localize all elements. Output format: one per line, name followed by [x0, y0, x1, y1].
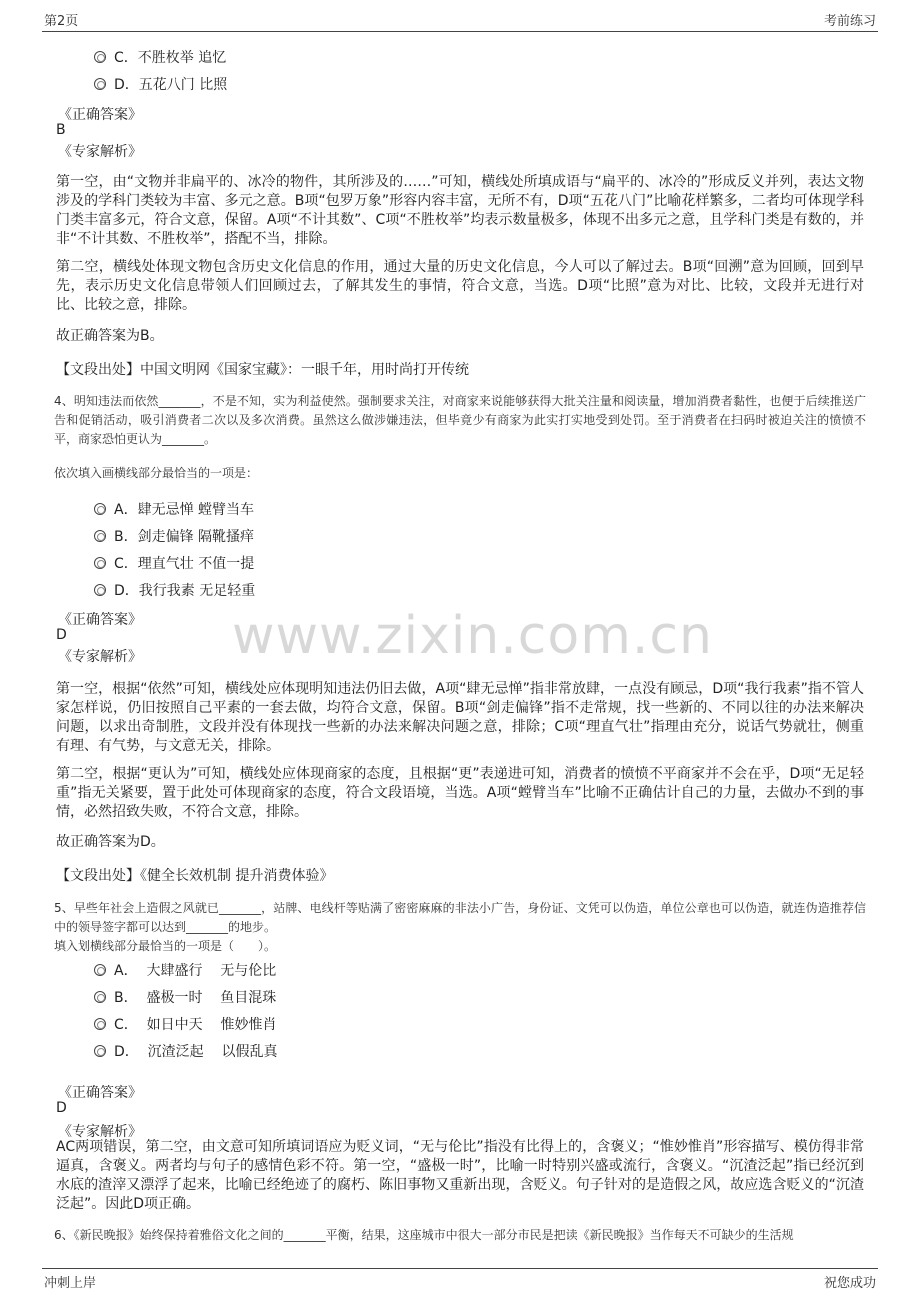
- answer-label: 《正确答案》: [58, 107, 142, 123]
- question-prompt: 填入划横线部分最恰当的一项是（ ）。: [54, 939, 277, 953]
- radio-icon[interactable]: [94, 557, 106, 569]
- answer-value: D: [56, 1100, 67, 1116]
- analysis-label: 《专家解析》: [58, 1124, 142, 1140]
- option-d[interactable]: D．我行我素 无足轻重: [94, 580, 255, 600]
- header-title: 考前练习: [823, 14, 876, 29]
- analysis-paragraph: 第一空，由“文物并非扁平的、冰冷的物件，其所涉及的……”可知，横线处所填成语与“扁平的、冰冷的”形成反义并列，表达文物涉及的学科门类较为丰富、多元之意。B项“包罗万象”形容内容丰富，无所不有，D项“五花八门”比喻花样繁多，二者均可体现学科门类丰富多元，符合文意，保留。A项“不计其数”、C项“不胜枚举”均表示数量极多，体现不出多元之意，且学科门类是有数的，并非“不计其数、不胜枚举”，搭配不当，排除。: [56, 174, 864, 247]
- option-b[interactable]: B． 盛极一时 鱼目混珠: [94, 987, 276, 1007]
- source-citation: 【文段出处】中国文明网《国家宝藏》：一眼千年，用时尚打开传统: [56, 362, 469, 378]
- footer-left-text: 冲刺上岸: [44, 1276, 97, 1291]
- option-a[interactable]: A．肆无忌惮 螳臂当车: [94, 499, 254, 519]
- radio-icon[interactable]: [94, 51, 106, 63]
- source-citation: 【文段出处】《健全长效机制 提升消费体验》: [56, 868, 334, 884]
- radio-icon[interactable]: [94, 78, 106, 90]
- question-prompt: 依次填入画横线部分最恰当的一项是：: [54, 466, 259, 480]
- analysis-label: 《专家解析》: [58, 144, 142, 160]
- answer-label: 《正确答案》: [58, 1085, 142, 1101]
- conclusion: 故正确答案为D。: [56, 834, 165, 850]
- option-d[interactable]: D．五花八门 比照: [94, 74, 227, 94]
- radio-icon[interactable]: [94, 1018, 106, 1030]
- analysis-paragraph: 第一空，根据“依然”可知，横线处应体现明知违法仍旧去做，A项“肆无忌惮”指非常放肆，一点没有顾忌，D项“我行我素”指不管人家怎样说，仍旧按照自己平素的一套去做，均符合文意，保留。B项“剑走偏锋”指不走常规，找一些新的、不同以往的办法来解决问题，以求出奇制胜，文段并没有体现找一些新的办法来解决问题之意，排除；C项“理直气壮”指理由充分，说话气势就壮，侧重有理、有气势，与文意无关，排除。: [56, 681, 864, 754]
- radio-icon[interactable]: [94, 584, 106, 596]
- radio-icon[interactable]: [94, 1045, 106, 1057]
- option-d[interactable]: D． 沉渣泛起 以假乱真: [94, 1041, 277, 1061]
- question-text: 5、早些年社会上造假之风就已_______，站牌、电线杆等贴满了密密麻麻的非法小广告，身份证、文凭可以伪造，单位公章也可以伪造，就连伪造推荐信中的领导签字都可以达到_______的地步。: [54, 901, 866, 934]
- analysis-label: 《专家解析》: [58, 649, 142, 665]
- footer-right-text: 祝您成功: [823, 1276, 876, 1291]
- radio-icon[interactable]: [94, 964, 106, 976]
- header-divider: [42, 31, 878, 32]
- page-number: 第2页: [44, 14, 79, 29]
- conclusion: 故正确答案为B。: [56, 328, 164, 344]
- radio-icon[interactable]: [94, 503, 106, 515]
- answer-value: B: [56, 122, 66, 138]
- answer-label: 《正确答案》: [58, 612, 142, 628]
- option-a[interactable]: A． 大肆盛行 无与伦比: [94, 960, 276, 980]
- radio-icon[interactable]: [94, 991, 106, 1003]
- analysis-paragraph: 第二空，横线处体现文物包含历史文化信息的作用，通过大量的历史文化信息，今人可以了解过去。B项“回溯”意为回顾，回到早先，表示历史文化信息带领人们回顾过去，了解其发生的事情，符合文意，当选。D项“比照”意为对比、比较，文段并无进行对比、比较之意，排除。: [56, 259, 864, 313]
- question-text: 6、《新民晚报》始终保持着雅俗文化之间的_______平衡，结果，这座城市中很大一部分市民是把读《新民晚报》当作每天不可缺少的生活规: [54, 1228, 794, 1242]
- analysis-paragraph: AC两项错误，第二空，由文意可知所填词语应为贬义词，“无与伦比”指没有比得上的，含褒义；“惟妙惟肖”形容描写、模仿得非常逼真，含褒义。两者均与句子的感情色彩不符。第一空，“盛极一时”，比喻一时特别兴盛或流行，含褒义。“沉渣泛起”指已经沉到水底的渣滓又漂浮了起来，比喻已经绝迹了的腐朽、陈旧事物又重新出现，含贬义。句子针对的是造假之风，故应选含贬义的“沉渣泛起”。因此D项正确。: [56, 1139, 864, 1212]
- answer-value: D: [56, 627, 67, 643]
- option-b[interactable]: B．剑走偏锋 隔靴搔痒: [94, 526, 254, 546]
- option-c[interactable]: C． 如日中天 惟妙惟肖: [94, 1014, 276, 1034]
- option-c[interactable]: C．不胜枚举 追忆: [94, 47, 226, 67]
- watermark: www.zixin.com.cn: [232, 606, 713, 666]
- option-c[interactable]: C．理直气壮 不值一提: [94, 553, 254, 573]
- analysis-paragraph: 第二空，根据“更认为”可知，横线处应体现商家的态度，且根据“更”表递进可知，消费者的愤愤不平商家并不会在乎，D项“无足轻重”指无关紧要，置于此处可体现商家的态度，符合文段语境，当选。A项“螳臂当车”比喻不正确估计自己的力量，去做办不到的事情，必然招致失败，不符合文意，排除。: [56, 766, 864, 820]
- question-text: 4、明知违法而依然_______，不是不知，实为利益使然。强制要求关注，对商家来说能够获得大批关注量和阅读量，增加消费者黏性，也便于后续推送广告和促销活动，吸引消费者二次以及多次消费。虽然这么做涉嫌违法，但毕竟少有商家为此实打实地受到处罚。至于消费者在扫码时被迫关注的愤愤不平，商家恐怕更认为_______。: [54, 394, 866, 446]
- radio-icon[interactable]: [94, 530, 106, 542]
- footer-divider: [42, 1268, 878, 1269]
